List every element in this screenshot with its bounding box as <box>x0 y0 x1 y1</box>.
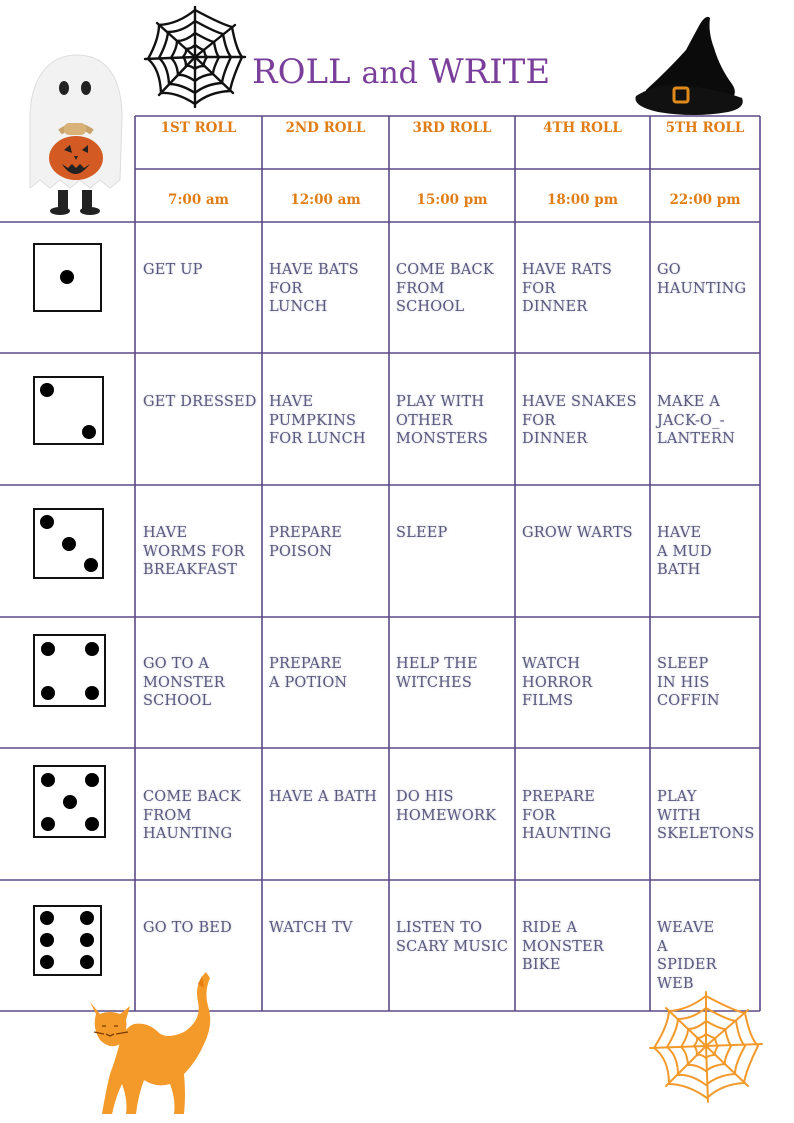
die-face-icon <box>33 508 105 580</box>
header-roll-5: 5TH ROLL <box>665 120 745 136</box>
cell-r5-c4: PREPARE FOR HAUNTING <box>522 789 612 842</box>
cell-r2-c3: PLAY WITH OTHER MONSTERS <box>396 394 489 447</box>
cell-r6-c5: WEAVE A SPIDER WEB <box>657 920 717 992</box>
time-4: 18:00 pm <box>547 192 618 208</box>
cell-r5-c1: COME BACK FROM HAUNTING <box>143 789 241 842</box>
header-roll-2: 2ND ROLL <box>285 120 366 136</box>
die-face-icon <box>33 634 107 708</box>
time-3: 15:00 pm <box>416 192 488 208</box>
cell-r3-c3: SLEEP <box>396 525 448 541</box>
header-roll-3: 3RD ROLL <box>412 120 492 136</box>
cell-r4-c4: WATCH HORROR FILMS <box>522 656 593 709</box>
time-2: 12:00 am <box>290 192 361 208</box>
title-roll: ROLL <box>252 52 351 92</box>
cell-r4-c1: GO TO A MONSTER SCHOOL <box>143 656 225 709</box>
cell-r3-c4: GROW WARTS <box>522 525 633 541</box>
title-write: WRITE <box>428 52 551 92</box>
cell-r1-c5: GO HAUNTING <box>657 262 747 297</box>
cell-r6-c3: LISTEN TO SCARY MUSIC <box>396 920 509 955</box>
cell-r3-c2: PREPARE POISON <box>269 525 343 560</box>
cell-r4-c5: SLEEP IN HIS COFFIN <box>657 656 720 709</box>
cell-r2-c4: HAVE SNAKES FOR DINNER <box>522 394 637 447</box>
cell-r1-c3: COME BACK FROM SCHOOL <box>396 262 494 315</box>
cell-r1-c1: GET UP <box>143 262 203 278</box>
cell-r3-c1: HAVE WORMS FOR BREAKFAST <box>143 525 245 578</box>
die-face-icon <box>33 376 105 446</box>
cell-r1-c2: HAVE BATS FOR LUNCH <box>269 262 359 315</box>
die-face-icon <box>33 243 103 313</box>
time-1: 7:00 am <box>168 192 229 208</box>
cell-r6-c1: GO TO BED <box>143 920 232 936</box>
cell-r5-c3: DO HIS HOMEWORK <box>396 789 497 824</box>
header-roll-1: 1ST ROLL <box>160 120 237 136</box>
spider-web-orange-icon <box>646 988 766 1104</box>
title-and: and <box>361 56 418 91</box>
header-roll-4: 4TH ROLL <box>543 120 622 136</box>
cell-r5-c5: PLAY WITH SKELETONS <box>657 789 755 842</box>
cell-r6-c4: RIDE A MONSTER BIKE <box>522 920 604 973</box>
cell-r2-c5: MAKE A JACK-O_- LANTERN <box>657 394 736 447</box>
cell-r2-c2: HAVE PUMPKINS FOR LUNCH <box>269 394 366 447</box>
die-face-icon <box>33 765 107 839</box>
cell-r4-c2: PREPARE A POTION <box>269 656 348 691</box>
cell-r1-c4: HAVE RATS FOR DINNER <box>522 262 613 315</box>
cell-r6-c2: WATCH TV <box>269 920 353 936</box>
cat-icon <box>86 962 226 1122</box>
time-5: 22:00 pm <box>669 192 741 208</box>
cell-r2-c1: GET DRESSED <box>143 394 257 410</box>
cell-r4-c3: HELP THE WITCHES <box>396 656 478 691</box>
cell-r3-c5: HAVE A MUD BATH <box>657 525 712 578</box>
cell-r5-c2: HAVE A BATH <box>269 789 377 805</box>
